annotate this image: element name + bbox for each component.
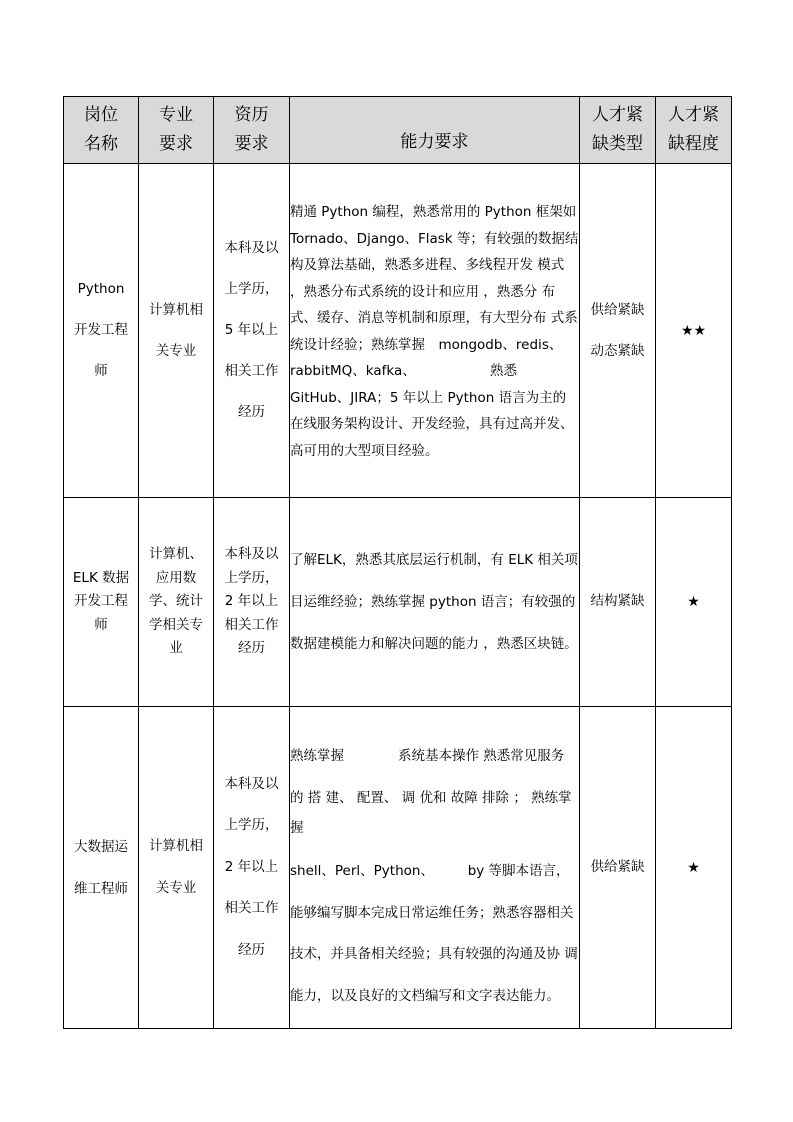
header-row	[64, 97, 732, 164]
table-row	[64, 164, 732, 498]
ability-line: 握	[290, 820, 304, 836]
ability-line: shell、Perl、Python、 by 等脚本语言，	[290, 863, 570, 879]
qualification-cell: 本科及以 上学历， 2 年以上 相关工作 经历	[214, 498, 290, 707]
header-qualification: 资历 要求	[214, 97, 290, 164]
header-shortage-level: 人才紧 缺程度	[656, 97, 732, 164]
qualification-cell: 本科及以 上学历， 5 年以上 相关工作 经历	[214, 164, 290, 498]
major-cell: 计算机相 关专业	[139, 707, 214, 1029]
shortage-level-cell	[656, 498, 732, 707]
table-row	[64, 498, 732, 707]
position-cell: 大数据运 维工程师	[64, 707, 139, 1029]
ability-line: 的 搭 建、 配置、 调 优和 故障 排除 ； 熟练掌	[290, 789, 572, 806]
talent-shortage-table	[63, 96, 732, 1029]
header-shortage-type: 人才紧 缺类型	[580, 97, 656, 164]
ability-line: 熟练掌握 系统基本操作 熟悉常见服务	[290, 748, 565, 764]
shortage-type-cell: 供给紧缺 动态紧缺	[580, 164, 656, 498]
ability-cell	[290, 498, 580, 707]
ability-text: 了解ELK，熟悉其底层运行机制，有 ELK 相关项目运维经验；熟练掌握 python 语言；有较强的数据建模能力和解决问题的能力 ，熟悉区块链。	[290, 552, 578, 652]
rating-stars: ★	[687, 859, 700, 876]
ability-line: 能够编写脚本完成日常运维任务；熟悉容器相关	[290, 904, 574, 921]
rating-stars: ★★	[680, 322, 707, 339]
shortage-level-cell	[656, 707, 732, 1029]
ability-cell	[290, 164, 580, 498]
ability-cell	[290, 707, 580, 1029]
header-major: 专业 要求	[139, 97, 214, 164]
header-position: 岗位 名称	[64, 97, 139, 164]
table-row	[64, 707, 732, 1029]
ability-line: 技术，并具备相关经验；具有较强的沟通及协 调	[290, 946, 578, 962]
header-ability: 能力要求	[290, 97, 580, 164]
qualification-cell: 本科及以 上学历， 2 年以上 相关工作 经历	[214, 707, 290, 1029]
position-cell: Python 开发工程 师	[64, 164, 139, 498]
ability-line: 能力，以及良好的文档编写和文字表达能力。	[290, 987, 560, 1004]
shortage-type-cell: 结构紧缺	[580, 498, 656, 707]
major-cell: 计算机相 关专业	[139, 164, 214, 498]
rating-stars: ★	[687, 594, 700, 610]
ability-text: 精通 Python 编程，熟悉常用的 Python 框架如 Tornado、Django、Flask 等；有较强的数据结构及算法基础，熟悉多进程、多线程开发 模式 ，熟悉分布式系统的设计和应用 ，熟悉分 布式、缓存、消息等机制和原理，有大型分布 式系统设计经验；熟练掌握 mongodb、redis、rabbitMQ、kafka、 熟悉 GitHub、JIRA；5 年以上 Python 语言为主的在线服务架构设计、开发经验，具有过高并发、高可用的大型项目经验。	[290, 204, 579, 459]
position-cell: ELK 数据 开发工程 师	[64, 498, 139, 707]
shortage-level-cell	[656, 164, 732, 498]
major-cell: 计算机、 应用数 学、统计 学相关专 业	[139, 498, 214, 707]
shortage-type-cell: 供给紧缺	[580, 707, 656, 1029]
